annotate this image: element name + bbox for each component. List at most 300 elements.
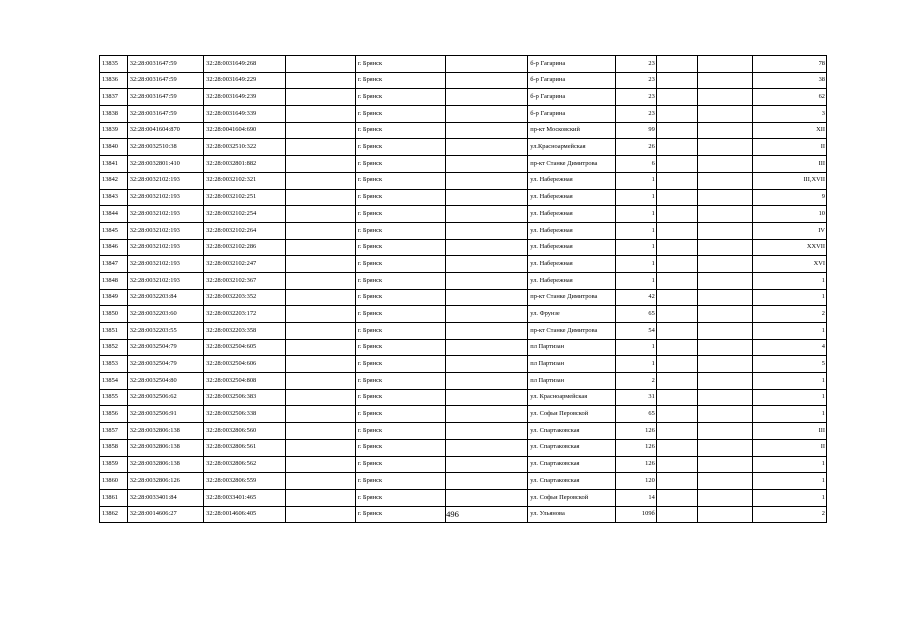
parcel-cadastral-cell: 32:28:0032504:80 [127, 373, 203, 390]
parcel-cadastral-cell: 32:28:0032102:193 [127, 272, 203, 289]
object-cadastral-cell: 32:28:0031649:339 [204, 106, 286, 123]
city-cell: г. Брянск [355, 239, 445, 256]
street-cell: ул. Спартаковская [528, 439, 616, 456]
house-number-cell: 126 [616, 456, 657, 473]
house-number-cell: 23 [616, 89, 657, 106]
city-cell: г. Брянск [355, 389, 445, 406]
object-cadastral-cell: 32:28:0032806:559 [204, 473, 286, 490]
parcel-cadastral-cell: 32:28:0032806:126 [127, 473, 203, 490]
empty-cell-c [656, 406, 698, 423]
empty-cell-b [446, 356, 528, 373]
empty-cell-b [446, 72, 528, 89]
table-row [100, 56, 827, 73]
row-number-cell: 13842 [100, 172, 128, 189]
parcel-cadastral-cell: 32:28:0032203:55 [127, 323, 203, 340]
object-cadastral-cell: 32:28:0032506:338 [204, 406, 286, 423]
city-cell: г. Брянск [355, 473, 445, 490]
row-number-cell: 13846 [100, 239, 128, 256]
empty-cell-a [286, 239, 355, 256]
empty-cell-d [698, 72, 752, 89]
empty-cell-a [286, 473, 355, 490]
empty-cell-a [286, 456, 355, 473]
parcel-cadastral-cell: 32:28:0032102:193 [127, 256, 203, 273]
street-cell: ул. Спартаковская [528, 423, 616, 440]
empty-cell-a [286, 406, 355, 423]
street-cell: ул. Набережная [528, 206, 616, 223]
city-cell: г. Брянск [355, 189, 445, 206]
empty-cell-c [656, 222, 698, 239]
row-number-cell: 13851 [100, 323, 128, 340]
row-number-cell: 13853 [100, 356, 128, 373]
table-row [100, 406, 827, 423]
empty-cell-c [656, 306, 698, 323]
street-cell: ул. Набережная [528, 222, 616, 239]
parcel-cadastral-cell: 32:28:0032806:138 [127, 439, 203, 456]
house-number-cell: 1 [616, 206, 657, 223]
premises-number-cell: III,XVII [752, 172, 826, 189]
empty-cell-a [286, 439, 355, 456]
empty-cell-c [656, 56, 698, 73]
empty-cell-c [656, 489, 698, 506]
empty-cell-a [286, 323, 355, 340]
table-row [100, 339, 827, 356]
parcel-cadastral-cell: 32:28:0032504:79 [127, 339, 203, 356]
house-number-cell: 99 [616, 122, 657, 139]
row-number-cell: 13840 [100, 139, 128, 156]
premises-number-cell: 1 [752, 473, 826, 490]
empty-cell-d [698, 373, 752, 390]
city-cell: г. Брянск [355, 122, 445, 139]
object-cadastral-cell: 32:28:0033401:465 [204, 489, 286, 506]
empty-cell-d [698, 256, 752, 273]
city-cell: г. Брянск [355, 172, 445, 189]
premises-number-cell: III [752, 423, 826, 440]
parcel-cadastral-cell: 32:28:0032506:91 [127, 406, 203, 423]
row-number-cell: 13862 [100, 506, 128, 523]
street-cell: ул. Фрунзе [528, 306, 616, 323]
premises-number-cell: 2 [752, 306, 826, 323]
house-number-cell: 14 [616, 489, 657, 506]
row-number-cell: 13861 [100, 489, 128, 506]
table-row [100, 156, 827, 173]
object-cadastral-cell: 32:28:0032102:247 [204, 256, 286, 273]
empty-cell-b [446, 139, 528, 156]
empty-cell-c [656, 139, 698, 156]
empty-cell-a [286, 106, 355, 123]
premises-number-cell: 1 [752, 406, 826, 423]
empty-cell-b [446, 206, 528, 223]
empty-cell-d [698, 473, 752, 490]
empty-cell-d [698, 189, 752, 206]
table-row [100, 356, 827, 373]
premises-number-cell: XXVII [752, 239, 826, 256]
object-cadastral-cell: 32:28:0031649:229 [204, 72, 286, 89]
table-row [100, 106, 827, 123]
empty-cell-c [656, 356, 698, 373]
parcel-cadastral-cell: 32:28:0033401:84 [127, 489, 203, 506]
city-cell: г. Брянск [355, 339, 445, 356]
premises-number-cell: XVI [752, 256, 826, 273]
parcel-cadastral-cell: 32:28:0032102:193 [127, 206, 203, 223]
table-row [100, 389, 827, 406]
parcel-cadastral-cell: 32:28:0032102:193 [127, 172, 203, 189]
row-number-cell: 13847 [100, 256, 128, 273]
empty-cell-d [698, 356, 752, 373]
object-cadastral-cell: 32:28:0032510:322 [204, 139, 286, 156]
row-number-cell: 13849 [100, 289, 128, 306]
object-cadastral-cell: 32:28:0032102:286 [204, 239, 286, 256]
premises-number-cell: 78 [752, 56, 826, 73]
house-number-cell: 1 [616, 339, 657, 356]
empty-cell-b [446, 172, 528, 189]
house-number-cell: 23 [616, 106, 657, 123]
empty-cell-a [286, 306, 355, 323]
city-cell: г. Брянск [355, 289, 445, 306]
house-number-cell: 65 [616, 306, 657, 323]
street-cell: ул. Софьи Перовской [528, 489, 616, 506]
object-cadastral-cell: 32:28:0032102:254 [204, 206, 286, 223]
city-cell: г. Брянск [355, 356, 445, 373]
empty-cell-a [286, 222, 355, 239]
empty-cell-c [656, 72, 698, 89]
empty-cell-b [446, 339, 528, 356]
empty-cell-a [286, 189, 355, 206]
parcel-cadastral-cell: 32:28:0031647:59 [127, 72, 203, 89]
city-cell: г. Брянск [355, 272, 445, 289]
row-number-cell: 13838 [100, 106, 128, 123]
empty-cell-c [656, 206, 698, 223]
empty-cell-c [656, 289, 698, 306]
street-cell: б-р Гагарина [528, 106, 616, 123]
empty-cell-d [698, 272, 752, 289]
empty-cell-b [446, 272, 528, 289]
parcel-cadastral-cell: 32:28:0032806:138 [127, 423, 203, 440]
city-cell: г. Брянск [355, 139, 445, 156]
empty-cell-c [656, 389, 698, 406]
row-number-cell: 13855 [100, 389, 128, 406]
object-cadastral-cell: 32:28:0032806:561 [204, 439, 286, 456]
empty-cell-c [656, 106, 698, 123]
city-cell: г. Брянск [355, 323, 445, 340]
house-number-cell: 120 [616, 473, 657, 490]
parcel-cadastral-cell: 32:28:0031647:59 [127, 56, 203, 73]
empty-cell-d [698, 406, 752, 423]
parcel-cadastral-cell: 32:28:0041604:870 [127, 122, 203, 139]
object-cadastral-cell: 32:28:0032102:321 [204, 172, 286, 189]
empty-cell-b [446, 122, 528, 139]
city-cell: г. Брянск [355, 506, 445, 523]
parcel-cadastral-cell: 32:28:0032102:193 [127, 222, 203, 239]
empty-cell-c [656, 456, 698, 473]
empty-cell-b [446, 406, 528, 423]
row-number-cell: 13837 [100, 89, 128, 106]
empty-cell-d [698, 222, 752, 239]
city-cell: г. Брянск [355, 423, 445, 440]
table-row [100, 456, 827, 473]
table-row [100, 72, 827, 89]
empty-cell-d [698, 339, 752, 356]
house-number-cell: 6 [616, 156, 657, 173]
empty-cell-b [446, 256, 528, 273]
empty-cell-d [698, 323, 752, 340]
house-number-cell: 42 [616, 289, 657, 306]
house-number-cell: 1 [616, 256, 657, 273]
premises-number-cell: 2 [752, 506, 826, 523]
empty-cell-d [698, 172, 752, 189]
row-number-cell: 13841 [100, 156, 128, 173]
street-cell: пр-кт Московский [528, 122, 616, 139]
empty-cell-b [446, 156, 528, 173]
empty-cell-c [656, 439, 698, 456]
city-cell: г. Брянск [355, 72, 445, 89]
row-number-cell: 13844 [100, 206, 128, 223]
object-cadastral-cell: 32:28:0032102:251 [204, 189, 286, 206]
street-cell: пл Партизан [528, 373, 616, 390]
house-number-cell: 126 [616, 439, 657, 456]
object-cadastral-cell: 32:28:0032806:562 [204, 456, 286, 473]
table-row [100, 489, 827, 506]
data-table [99, 55, 827, 523]
parcel-cadastral-cell: 32:28:0031647:59 [127, 106, 203, 123]
empty-cell-c [656, 423, 698, 440]
row-number-cell: 13854 [100, 373, 128, 390]
empty-cell-a [286, 423, 355, 440]
empty-cell-d [698, 239, 752, 256]
empty-cell-b [446, 323, 528, 340]
table-row [100, 272, 827, 289]
house-number-cell: 1 [616, 172, 657, 189]
empty-cell-d [698, 423, 752, 440]
parcel-cadastral-cell: 32:28:0032801:410 [127, 156, 203, 173]
house-number-cell: 31 [616, 389, 657, 406]
empty-cell-c [656, 339, 698, 356]
premises-number-cell: II [752, 139, 826, 156]
parcel-cadastral-cell: 32:28:0031647:59 [127, 89, 203, 106]
city-cell: г. Брянск [355, 222, 445, 239]
table-row [100, 289, 827, 306]
house-number-cell: 23 [616, 56, 657, 73]
object-cadastral-cell: 32:28:0032504:605 [204, 339, 286, 356]
city-cell: г. Брянск [355, 206, 445, 223]
street-cell: ул. Набережная [528, 239, 616, 256]
house-number-cell: 1 [616, 239, 657, 256]
premises-number-cell: XII [752, 122, 826, 139]
object-cadastral-cell: 32:28:0032203:352 [204, 289, 286, 306]
house-number-cell: 26 [616, 139, 657, 156]
object-cadastral-cell: 32:28:0031649:268 [204, 56, 286, 73]
city-cell: г. Брянск [355, 406, 445, 423]
empty-cell-a [286, 373, 355, 390]
empty-cell-b [446, 239, 528, 256]
street-cell: ул. Набережная [528, 189, 616, 206]
empty-cell-d [698, 89, 752, 106]
house-number-cell: 2 [616, 373, 657, 390]
parcel-cadastral-cell: 32:28:0032203:60 [127, 306, 203, 323]
page-number: 496 [446, 509, 459, 519]
row-number-cell: 13839 [100, 122, 128, 139]
house-number-cell: 54 [616, 323, 657, 340]
street-cell: пр-кт Станке Димитрова [528, 156, 616, 173]
object-cadastral-cell: 32:28:0032203:172 [204, 306, 286, 323]
city-cell: г. Брянск [355, 306, 445, 323]
object-cadastral-cell: 32:28:0032102:367 [204, 272, 286, 289]
parcel-cadastral-cell: 32:28:0032504:79 [127, 356, 203, 373]
empty-cell-b [446, 306, 528, 323]
empty-cell-b [446, 56, 528, 73]
empty-cell-a [286, 72, 355, 89]
row-number-cell: 13845 [100, 222, 128, 239]
row-number-cell: 13852 [100, 339, 128, 356]
street-cell: ул. Набережная [528, 256, 616, 273]
empty-cell-b [446, 89, 528, 106]
object-cadastral-cell: 32:28:0031649:239 [204, 89, 286, 106]
house-number-cell: 1 [616, 356, 657, 373]
empty-cell-a [286, 139, 355, 156]
empty-cell-a [286, 89, 355, 106]
parcel-cadastral-cell: 32:28:0032102:193 [127, 189, 203, 206]
parcel-cadastral-cell: 32:28:0032506:62 [127, 389, 203, 406]
house-number-cell: 23 [616, 72, 657, 89]
street-cell: ул. Спартаковская [528, 473, 616, 490]
empty-cell-b [446, 189, 528, 206]
empty-cell-a [286, 356, 355, 373]
empty-cell-a [286, 122, 355, 139]
street-cell: пл Партизан [528, 339, 616, 356]
empty-cell-c [656, 473, 698, 490]
object-cadastral-cell: 32:28:0014606:405 [204, 506, 286, 523]
row-number-cell: 13859 [100, 456, 128, 473]
empty-cell-a [286, 172, 355, 189]
premises-number-cell: 9 [752, 189, 826, 206]
empty-cell-a [286, 206, 355, 223]
parcel-cadastral-cell: 32:28:0032102:193 [127, 239, 203, 256]
object-cadastral-cell: 32:28:0041604:690 [204, 122, 286, 139]
city-cell: г. Брянск [355, 106, 445, 123]
city-cell: г. Брянск [355, 489, 445, 506]
row-number-cell: 13857 [100, 423, 128, 440]
object-cadastral-cell: 32:28:0032504:606 [204, 356, 286, 373]
premises-number-cell: 38 [752, 72, 826, 89]
empty-cell-a [286, 289, 355, 306]
empty-cell-b [446, 106, 528, 123]
street-cell: ул. Ульянова [528, 506, 616, 523]
street-cell: пр-кт Станке Димитрова [528, 289, 616, 306]
row-number-cell: 13850 [100, 306, 128, 323]
table-row [100, 323, 827, 340]
street-cell: б-р Гагарина [528, 72, 616, 89]
house-number-cell: 126 [616, 423, 657, 440]
premises-number-cell: IV [752, 222, 826, 239]
empty-cell-d [698, 456, 752, 473]
premises-number-cell: 4 [752, 339, 826, 356]
premises-number-cell: 10 [752, 206, 826, 223]
table-row [100, 473, 827, 490]
object-cadastral-cell: 32:28:0032504:808 [204, 373, 286, 390]
empty-cell-d [698, 389, 752, 406]
empty-cell-c [656, 172, 698, 189]
premises-number-cell: 5 [752, 356, 826, 373]
street-cell: ул. Набережная [528, 272, 616, 289]
empty-cell-d [698, 139, 752, 156]
premises-number-cell: 1 [752, 272, 826, 289]
empty-cell-c [656, 89, 698, 106]
empty-cell-c [656, 323, 698, 340]
street-cell: б-р Гагарина [528, 89, 616, 106]
row-number-cell: 13848 [100, 272, 128, 289]
premises-number-cell: 1 [752, 456, 826, 473]
premises-number-cell: III [752, 156, 826, 173]
empty-cell-d [698, 489, 752, 506]
table-row [100, 439, 827, 456]
city-cell: г. Брянск [355, 373, 445, 390]
premises-number-cell: 62 [752, 89, 826, 106]
street-cell: б-р Гагарина [528, 56, 616, 73]
street-cell: пл Партизан [528, 356, 616, 373]
city-cell: г. Брянск [355, 89, 445, 106]
empty-cell-b [446, 389, 528, 406]
empty-cell-a [286, 489, 355, 506]
parcel-cadastral-cell: 32:28:0014606:27 [127, 506, 203, 523]
table-row [100, 189, 827, 206]
empty-cell-a [286, 389, 355, 406]
empty-cell-c [656, 122, 698, 139]
parcel-cadastral-cell: 32:28:0032806:138 [127, 456, 203, 473]
empty-cell-b [446, 289, 528, 306]
empty-cell-b [446, 489, 528, 506]
empty-cell-d [698, 289, 752, 306]
city-cell: г. Брянск [355, 439, 445, 456]
empty-cell-d [698, 56, 752, 73]
table-row [100, 89, 827, 106]
empty-cell-a [286, 339, 355, 356]
table-row [100, 423, 827, 440]
house-number-cell: 1 [616, 272, 657, 289]
empty-cell-d [698, 439, 752, 456]
parcel-cadastral-cell: 32:28:0032203:84 [127, 289, 203, 306]
row-number-cell: 13858 [100, 439, 128, 456]
row-number-cell: 13835 [100, 56, 128, 73]
empty-cell-b [446, 373, 528, 390]
empty-cell-c [656, 272, 698, 289]
premises-number-cell: 3 [752, 106, 826, 123]
row-number-cell: 13856 [100, 406, 128, 423]
street-cell: ул. Спартаковская [528, 456, 616, 473]
row-number-cell: 13860 [100, 473, 128, 490]
empty-cell-a [286, 56, 355, 73]
table-row [100, 306, 827, 323]
city-cell: г. Брянск [355, 156, 445, 173]
empty-cell-b [446, 423, 528, 440]
object-cadastral-cell: 32:28:0032102:264 [204, 222, 286, 239]
empty-cell-d [698, 206, 752, 223]
table-row [100, 222, 827, 239]
empty-cell-d [698, 106, 752, 123]
table-row [100, 206, 827, 223]
street-cell: ул. Софьи Перовской [528, 406, 616, 423]
empty-cell-a [286, 272, 355, 289]
table-row [100, 172, 827, 189]
street-cell: пр-кт Станке Димитрова [528, 323, 616, 340]
table-row [100, 139, 827, 156]
table-row [100, 373, 827, 390]
empty-cell-b [446, 222, 528, 239]
empty-cell-c [656, 239, 698, 256]
empty-cell-d [698, 156, 752, 173]
house-number-cell: 1 [616, 189, 657, 206]
premises-number-cell: II [752, 439, 826, 456]
empty-cell-c [656, 189, 698, 206]
parcel-cadastral-cell: 32:28:0032510:38 [127, 139, 203, 156]
